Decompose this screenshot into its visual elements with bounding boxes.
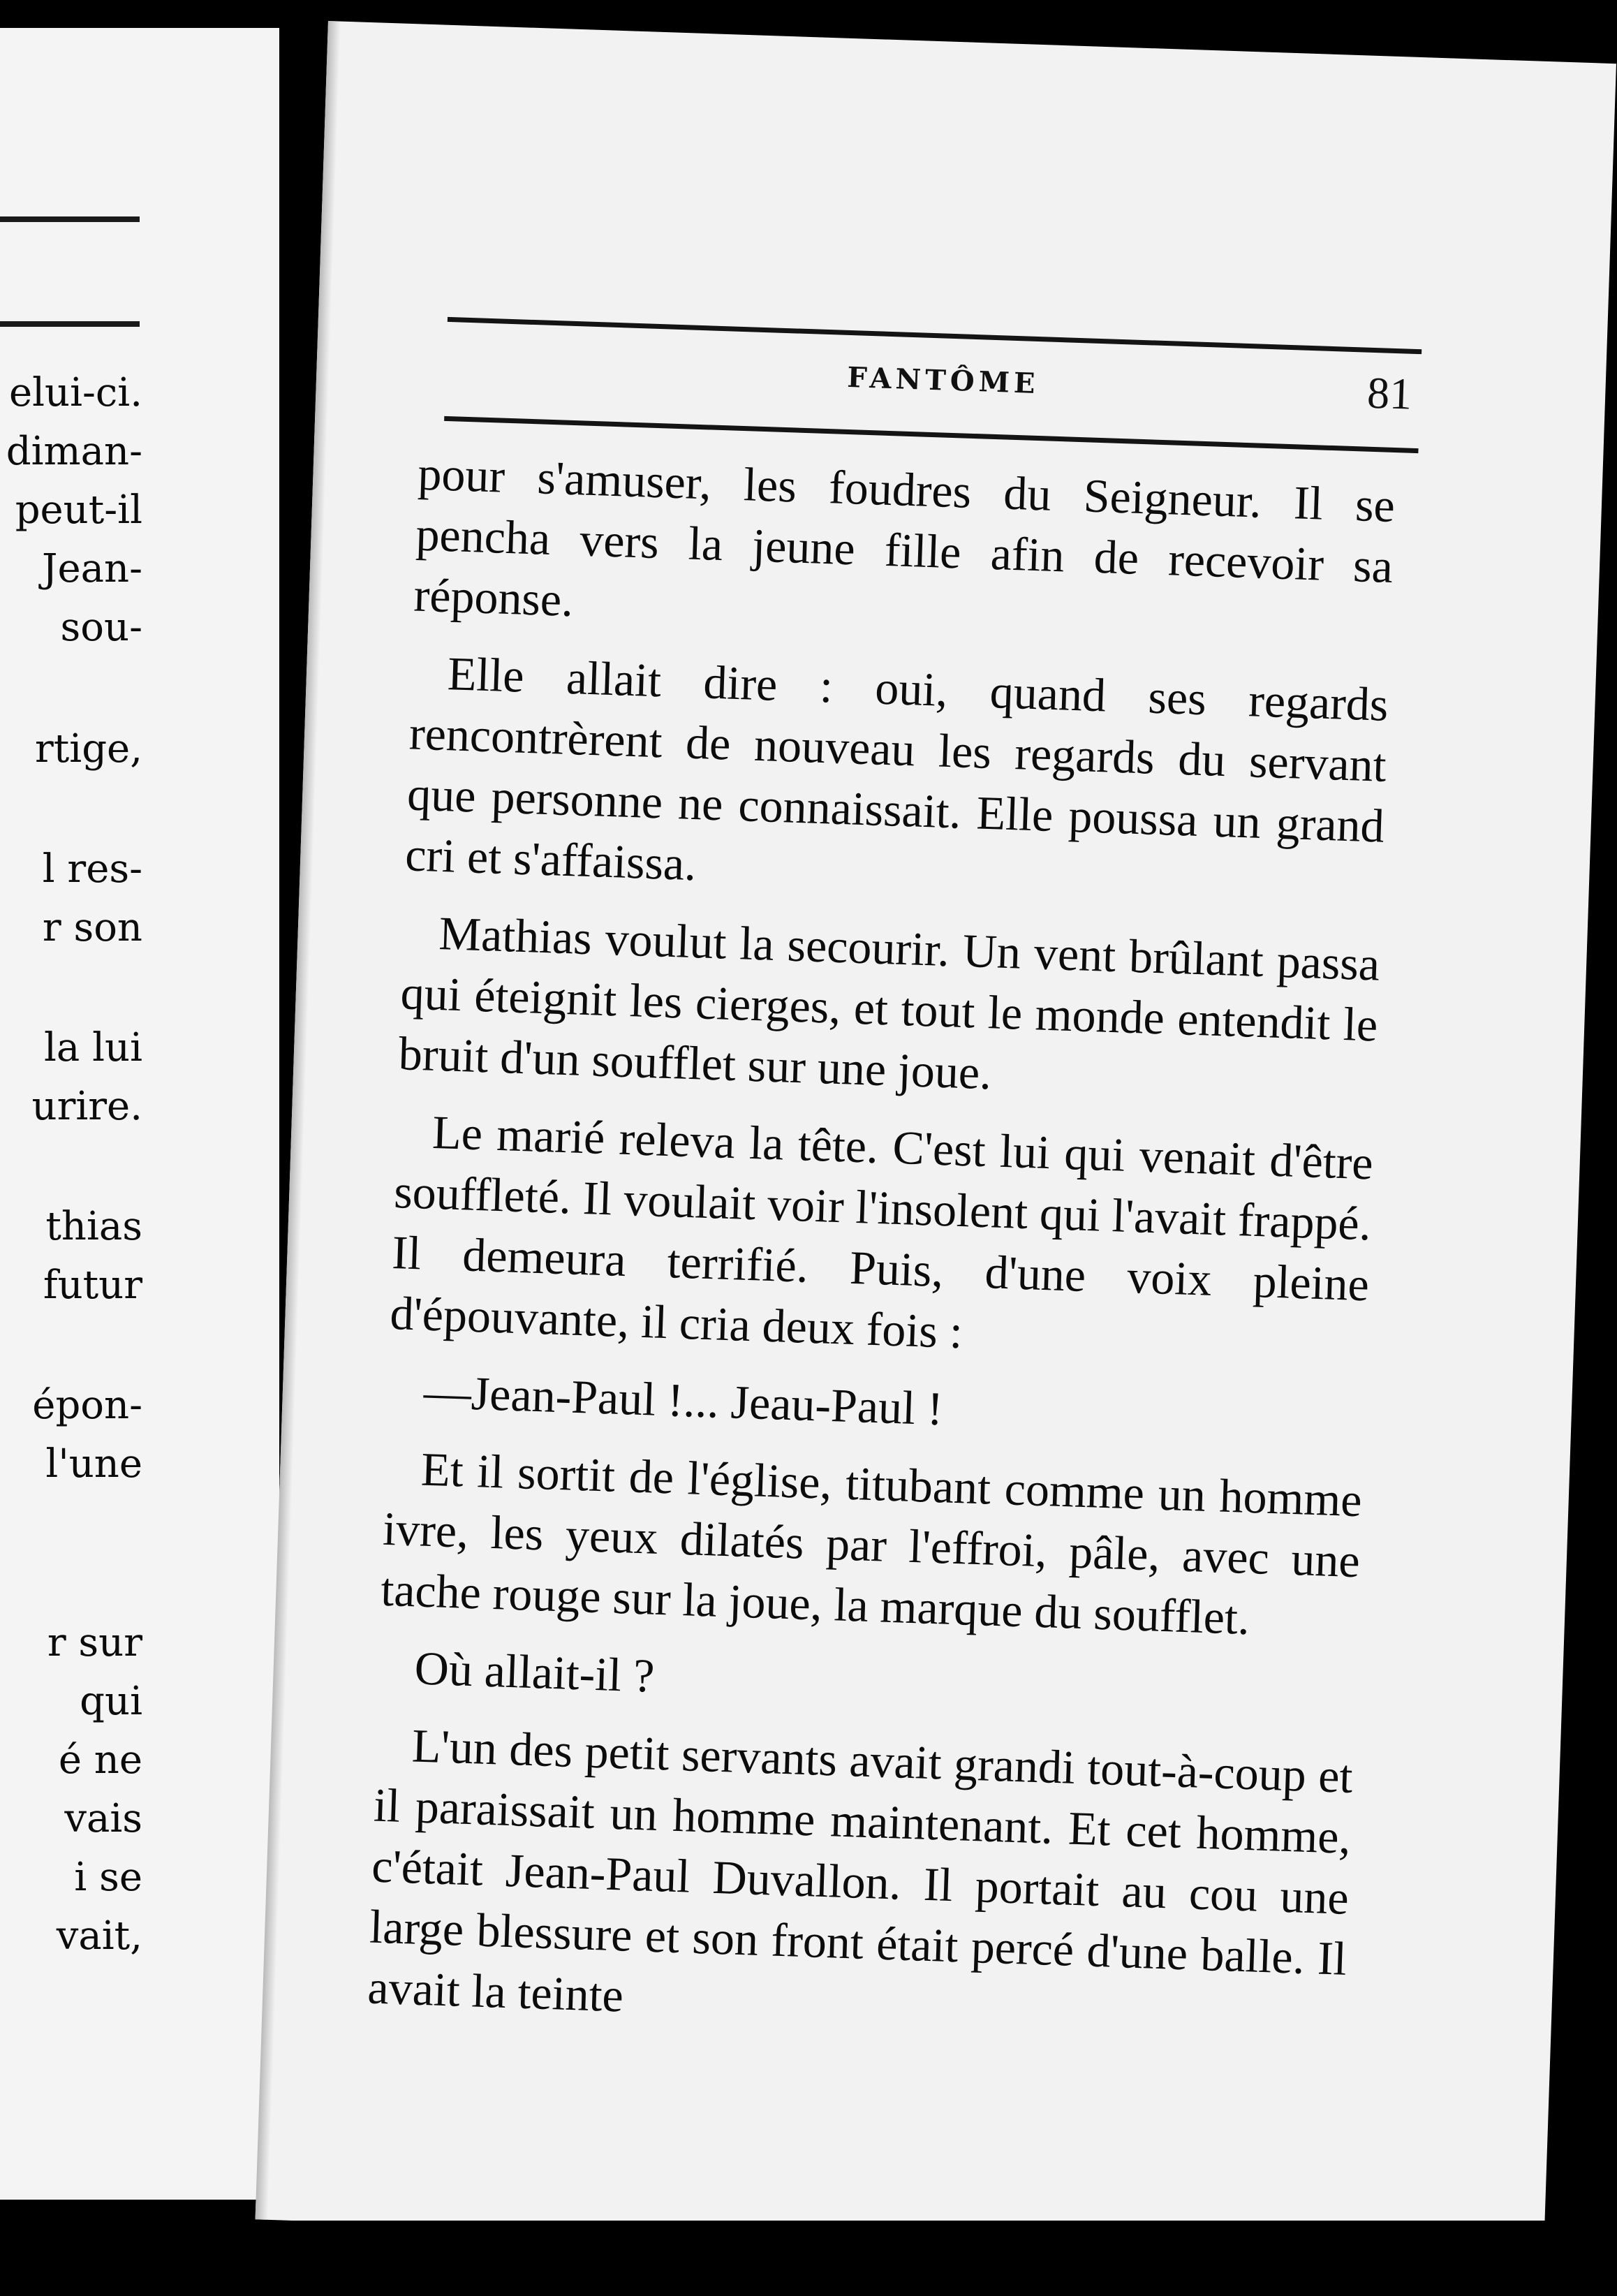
previous-page-line: diman- xyxy=(6,429,142,474)
previous-page-line: r sur xyxy=(47,1620,142,1665)
dialogue-line: —Jean-Paul !... Jeau-Paul ! xyxy=(422,1364,944,1436)
running-head: FANTÔME xyxy=(846,360,1040,401)
paragraph: Mathias voulut la secourir. Un vent brûlant passa qui éteignit les cierges, et tout le monde entendit le bruit d'un soufflet sur une joue. xyxy=(397,906,1381,1100)
previous-page-line: l'une xyxy=(45,1441,142,1487)
page-body xyxy=(367,443,1396,2050)
paragraph: Le marié releva la tête. C'est lui qui venait d'être souffleté. Il voulait voir l'insolent qui l'avait frappé. Il demeura terrifié. Puis, d'une voix pleine d'épouvante, il cria deux fois : xyxy=(389,1105,1374,1359)
previous-page-line: futur xyxy=(43,1263,142,1308)
paragraph: L'un des petit servants avait grandi tout-à-coup et il paraissait un homme maintenant. Et cet homme, c'était Jean-Paul Duvallon. Il portait au cou une large blessure et son front était percé d'une balle. Il avait la teinte xyxy=(367,1719,1354,2022)
previous-page-line: vait, xyxy=(56,1913,142,1959)
header-rule-top xyxy=(448,317,1422,354)
previous-page-line: qui xyxy=(80,1679,142,1724)
header-rule-bottom xyxy=(444,416,1418,453)
previous-page-line: l res- xyxy=(42,846,142,892)
previous-page-line: la lui xyxy=(44,1025,142,1070)
previous-page-fragment xyxy=(0,28,279,2200)
previous-page-line: vais xyxy=(64,1796,142,1841)
paragraph: Où allait-il ? xyxy=(413,1641,656,1702)
previous-page-line: é ne xyxy=(58,1737,142,1783)
paragraph: Elle allait dire : oui, quand ses regards rencontrèrent de nouveau les regards du servant que personne ne connaissait. Elle poussa un grand cri et s'affaissa. xyxy=(404,647,1389,891)
page-number: 81 xyxy=(1366,367,1413,419)
previous-page-line: épon- xyxy=(32,1383,142,1428)
previous-page-line: elui-ci. xyxy=(8,370,142,415)
book-page xyxy=(256,21,1616,2262)
previous-page-line: sou- xyxy=(60,605,142,650)
scan-border-bottom xyxy=(0,2221,1617,2296)
previous-page-line: i se xyxy=(74,1855,142,1900)
paragraph: Et il sortit de l'église, titubant comme un homme ivre, les yeux dilatés par l'effroi, pâle, avec une tache rouge sur la joue, la marque du soufflet. xyxy=(380,1442,1363,1644)
previous-page-line: rtige, xyxy=(35,726,142,772)
previous-page-line: thias xyxy=(45,1204,142,1249)
paragraph: pour s'amuser, les foudres du Seigneur. Il se pencha vers la jeune fille afin de recevoir sa réponse. xyxy=(413,446,1396,627)
previous-page-line: urire. xyxy=(31,1084,142,1129)
previous-page-line: peut-il xyxy=(15,487,142,533)
previous-page-text xyxy=(0,28,279,2200)
previous-page-line: Jean- xyxy=(42,546,142,591)
previous-page-line: r son xyxy=(42,905,142,950)
